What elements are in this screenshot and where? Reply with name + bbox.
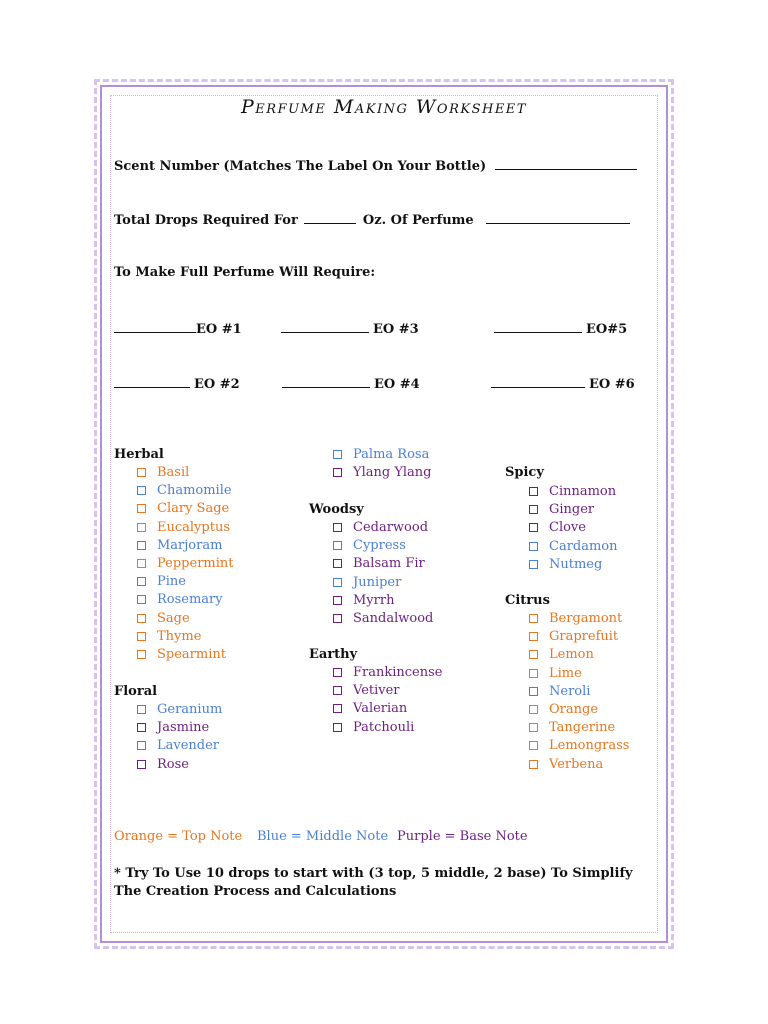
checklist-item[interactable] [137,629,201,644]
checklist-item-label: Geranium [157,702,223,717]
checklist-item[interactable] [529,502,594,517]
checklist-item-label: Graprefuit [549,629,619,645]
ounces-blank[interactable] [304,211,356,224]
checklist-item[interactable] [529,557,602,572]
checklist-item[interactable] [333,447,429,462]
category-floral-title: Floral [114,684,158,699]
checklist-item-label: Orange [549,702,599,717]
eo3-blank[interactable] [281,320,369,333]
oz-perfume-label: Oz. Of Perfume [362,213,474,228]
checkbox-icon[interactable] [137,632,146,641]
checklist-item-label: Frankincense [353,665,443,680]
checklist-item[interactable] [529,684,590,699]
eo5-blank[interactable] [494,320,582,333]
checkbox-icon[interactable] [529,505,538,514]
checklist-item-label: Basil [157,465,190,480]
checklist-item-label: Ginger [549,502,595,518]
checklist-item-label: Lavender [157,738,220,754]
checklist-item-label: Pine [157,574,186,590]
checkbox-icon[interactable] [137,595,146,604]
eo2-label: EO #2 [194,377,240,392]
checklist-item-label: Clove [549,520,586,536]
checkbox-icon[interactable] [333,468,342,477]
checklist-item-label: Lime [549,665,582,681]
checkbox-icon[interactable] [333,686,342,695]
eo3-label: EO #3 [373,322,419,337]
checklist-item[interactable] [333,701,407,716]
checklist-item[interactable] [137,465,189,480]
checklist-item-label: Rosemary [157,592,223,608]
checklist-item-label: Valerian [353,701,408,717]
checklist-item[interactable] [529,738,629,753]
checklist-item[interactable] [333,520,428,535]
checklist-item[interactable] [333,720,414,735]
checkbox-icon[interactable] [529,560,538,569]
tip-note: * Try To Use 10 drops to start with (3 top, 5 middle, 2 base) To Simplify The Creation Process and Calculations [114,866,633,899]
eo4-blank[interactable] [282,375,370,388]
total-drops-line [114,211,630,228]
checklist-item-label: Clary Sage [157,501,230,517]
checkbox-icon[interactable] [529,669,538,678]
checkbox-icon[interactable] [529,614,538,623]
checklist-item[interactable] [137,720,209,735]
checklist-item[interactable] [333,575,401,590]
checklist-item[interactable] [137,757,189,772]
eo6-blank[interactable] [491,375,585,388]
eo6-row [491,375,635,392]
eo1-label: EO #1 [196,322,242,337]
checklist-item-label: Juniper [353,574,402,590]
legend-middle-note: Blue = Middle Note [257,829,389,844]
checklist-item-label: Lemongrass [549,738,630,754]
checkbox-icon[interactable] [137,541,146,550]
checklist-item[interactable] [529,629,618,644]
checklist-item-label: Jasmine [157,720,210,736]
checklist-item[interactable] [529,666,582,681]
eo2-blank[interactable] [114,375,190,388]
eo1-row [114,320,242,337]
full-perfume-label: To Make Full Perfume Will Require: [114,265,376,280]
eo5-label: EO#5 [586,322,628,337]
checkbox-icon[interactable] [137,559,146,568]
checkbox-icon[interactable] [333,668,342,677]
checklist-item[interactable] [333,665,442,680]
checklist-item[interactable] [333,683,400,698]
checklist-item[interactable] [529,720,615,735]
eo2-row [114,375,240,392]
checklist-item-label: Ylang Ylang [353,465,432,481]
checkbox-icon[interactable] [333,578,342,587]
checklist-item-label: Sandalwood [353,611,434,626]
checklist-item-label: Vetiver [353,683,400,699]
checkbox-icon[interactable] [137,650,146,659]
checklist-item-label: Cypress [353,538,406,554]
checklist-item-label: Cedarwood [353,520,429,535]
checklist-item[interactable] [333,593,394,608]
checkbox-icon[interactable] [333,596,342,605]
eo1-blank[interactable] [114,320,196,333]
total-drops-blank[interactable] [486,211,630,224]
checklist-item[interactable] [529,611,622,626]
checkbox-icon[interactable] [137,486,146,495]
checklist-item-label: Balsam Fir [353,556,425,572]
checklist-item[interactable] [529,484,616,499]
checklist-item-label: Nutmeg [549,556,603,572]
category-citrus-title: Citrus [505,593,550,608]
checkbox-icon[interactable] [529,650,538,659]
legend-top-note: Orange = Top Note [114,829,243,844]
scent-number-blank[interactable] [495,157,637,170]
checkbox-icon[interactable] [333,523,342,532]
checklist-item-label: Sage [157,610,190,626]
eo4-label: EO #4 [374,377,420,392]
checklist-item[interactable] [137,592,223,607]
checklist-item-label: Spearmint [157,647,226,662]
checklist-item[interactable] [529,647,594,662]
checkbox-icon[interactable] [333,450,342,459]
checkbox-icon[interactable] [333,541,342,550]
category-spicy-title: Spicy [505,465,544,480]
checkbox-icon[interactable] [333,559,342,568]
checklist-item[interactable] [529,702,598,717]
eo4-row [282,375,420,392]
checklist-item[interactable] [333,556,425,571]
checkbox-icon[interactable] [529,632,538,641]
checkbox-icon[interactable] [137,614,146,623]
scent-number-label: Scent Number (Matches The Label On Your Bottle) [114,159,487,174]
total-drops-label: Total Drops Required For [114,213,298,228]
checklist-item-label: Palma Rosa [353,447,430,462]
checklist-item[interactable] [137,556,234,571]
category-herbal-title: Herbal [114,447,164,462]
checkbox-icon[interactable] [137,760,146,769]
checklist-item[interactable] [137,611,190,626]
checklist-item[interactable] [137,647,226,662]
checklist-item-label: Tangerine [549,720,616,736]
checklist-item-label: Neroli [549,683,591,699]
checklist-item-label: Cinnamon [549,484,617,499]
checklist-item[interactable] [137,574,186,589]
checklist-item[interactable] [137,520,230,535]
checklist-item-label: Peppermint [157,556,234,571]
checkbox-icon[interactable] [137,504,146,513]
checklist-item-label: Patchouli [353,719,415,735]
checkbox-icon[interactable] [137,741,146,750]
checklist-item-label: Lemon [549,647,594,663]
checkbox-icon[interactable] [529,760,538,769]
checklist-item-label: Verbena [549,756,604,772]
checklist-item-label: Myrrh [353,592,395,608]
checklist-item[interactable] [137,702,222,717]
checkbox-icon[interactable] [529,523,538,532]
checkbox-icon[interactable] [137,577,146,586]
checklist-item[interactable] [137,538,222,553]
checklist-item-label: Thyme [157,628,202,644]
checkbox-icon[interactable] [529,705,538,714]
checkbox-icon[interactable] [137,723,146,732]
checklist-item-label: Eucalyptus [157,519,230,535]
checklist-item-label: Cardamon [549,538,618,554]
checklist-item[interactable] [529,757,603,772]
checkbox-icon[interactable] [529,741,538,750]
checklist-item-label: Rose [157,756,189,772]
checkbox-icon[interactable] [137,468,146,477]
category-woodsy-title: Woodsy [309,502,364,517]
checklist-item[interactable] [137,501,229,516]
eo5-row [494,320,627,337]
checkbox-icon[interactable] [137,523,146,532]
checkbox-icon[interactable] [333,614,342,623]
checklist-item[interactable] [529,539,618,554]
checkbox-icon[interactable] [333,704,342,713]
checklist-item[interactable] [137,738,219,753]
scent-number-line [114,157,637,174]
checklist-item[interactable] [333,465,432,480]
eo3-row [281,320,419,337]
page-title: Perfume Making Worksheet [241,96,527,118]
checklist-item-label: Chamomile [157,483,232,499]
checkbox-icon[interactable] [529,723,538,732]
checklist-item-label: Bergamont [549,611,623,626]
checkbox-icon[interactable] [529,687,538,696]
checkbox-icon[interactable] [529,542,538,551]
checkbox-icon[interactable] [333,723,342,732]
category-earthy-title: Earthy [309,647,358,662]
checkbox-icon[interactable] [529,487,538,496]
checklist-item[interactable] [333,611,433,626]
eo6-label: EO #6 [589,377,635,392]
checklist-item[interactable] [333,538,406,553]
checklist-item[interactable] [137,483,232,498]
checklist-item[interactable] [529,520,586,535]
checkbox-icon[interactable] [137,705,146,714]
legend-base-note: Purple = Base Note [397,829,528,844]
checklist-item-label: Marjoram [157,537,223,553]
